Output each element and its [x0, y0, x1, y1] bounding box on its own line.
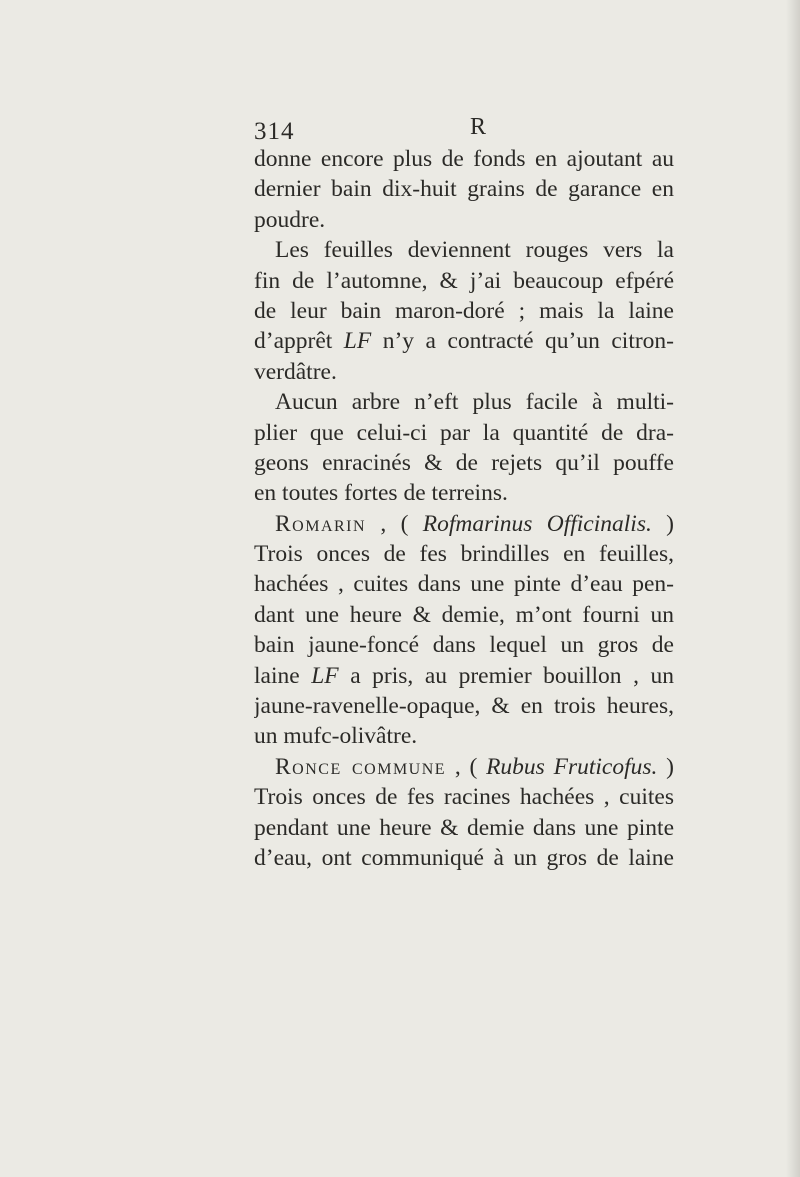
text-run: laine [254, 662, 312, 689]
body-text [254, 144, 674, 873]
text-run: , ( [366, 510, 423, 537]
text-line: donne encore plus de fonds en ajoutant au [254, 146, 674, 172]
text-line: bain jaune-foncé dans lequel un gros de [254, 632, 674, 659]
text-line: en toutes fortes de terreins. [254, 480, 508, 507]
text-line: jaune-ravenelle-opaque, & en trois heures, [254, 693, 674, 720]
latin-name: Rofmarinus Officinalis. [422, 510, 652, 537]
page-number: 314 [254, 118, 295, 145]
text-line: Les feuilles deviennent rouges vers la [275, 237, 674, 264]
text-line: poudre. [254, 206, 326, 233]
page-edge-shadow [786, 0, 800, 1177]
text-line: un mufc-olivâtre. [254, 723, 418, 750]
entry-heading-ronce [254, 752, 674, 782]
text-run: n’y a contracté qu’un citron- [371, 328, 674, 355]
entry-name: Ronce commune [275, 753, 447, 780]
latin-name: Rubus Fruticofus. [486, 753, 658, 780]
entry-name: Romarin [275, 510, 367, 537]
page-header [254, 112, 674, 146]
text-line: geons enracinés & de rejets qu’il pouffe [254, 449, 674, 476]
text-line: Trois onces de fes brindilles en feuilles, [254, 541, 674, 568]
running-head: R [470, 114, 487, 140]
text-line: de leur bain maron-doré ; mais la laine [254, 297, 674, 324]
text-line: dant une heure & demie, m’ont fourni un [254, 601, 674, 628]
text-line: d’eau, ont communiqué à un gros de laine [254, 844, 674, 871]
entry-heading-romarin [254, 509, 674, 539]
text-line [254, 326, 674, 356]
text-run: , ( [446, 753, 487, 780]
text-run: ) [651, 510, 674, 537]
text-line: fin de l’automne, & j’ai beaucoup efpéré [254, 267, 674, 294]
text-run: ) [657, 753, 674, 780]
text-line: verdâtre. [254, 358, 337, 385]
text-line: Trois onces de fes racines hachées , cuites [254, 784, 674, 811]
text-line: Aucun arbre n’eft plus facile à multi- [275, 389, 674, 416]
wool-code: LF [311, 662, 339, 689]
text-line: pendant une heure & demie dans une pinte [254, 814, 674, 841]
text-line [254, 661, 674, 691]
text-line: hachées , cuites dans une pinte d’eau pen- [254, 571, 674, 598]
wool-code: LF [343, 328, 372, 355]
text-line: dernier bain dix-huit grains de garance en [254, 176, 674, 203]
text-run: d’apprêt [254, 328, 344, 355]
text-line: plier que celui-ci par la quantité de dra- [254, 419, 674, 446]
text-run: a pris, au premier bouillon , un [338, 662, 674, 689]
